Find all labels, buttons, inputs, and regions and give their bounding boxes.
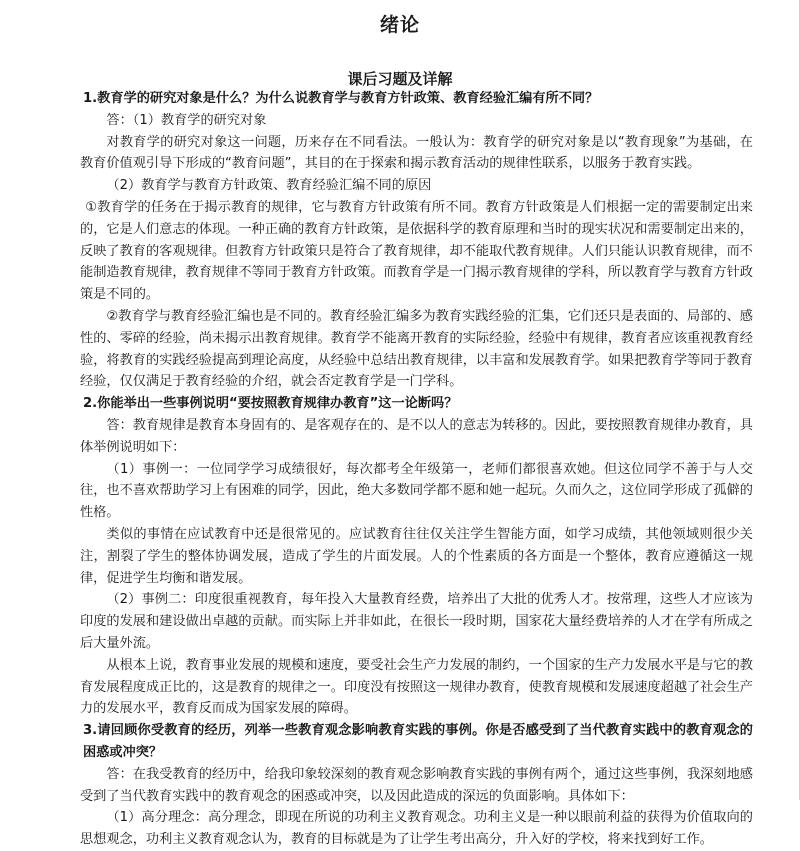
- answer-paragraph: （1）事例一：一位同学学习成绩很好，每次都考全年级第一，老师们都很喜欢她。但这位同学不善于与人交往，也不喜欢帮助学习上有困难的同学，因此，绝大多数同学都不愿和她一起玩。久而久之，这位同学形成了孤僻的性格。: [80, 461, 753, 521]
- answer-paragraph: 对教育学的研究对象这一问题，历来存在不同看法。一般认为：教育学的研究对象是以“教育现象”为基础，在教育价值观引导下形成的“教育问题”，其目的在于探索和揭示教育活动的规律性联系，以服务于教育实践。: [80, 134, 753, 172]
- section-title: 课后习题及详解: [347, 70, 453, 88]
- document-body: [80, 88, 753, 851]
- answer-paragraph: （2）教育学与教育方针政策、教育经验汇编不同的原因: [106, 178, 432, 194]
- answer-paragraph: 答：教育规律是教育本身固有的、是客观存在的、是不以人的意志为转移的。因此，要按照教育规律办教育，具体举例说明如下：: [80, 417, 753, 455]
- answer-paragraph: 答：（1）教育学的研究对象: [106, 112, 267, 128]
- question-1: 1.教育学的研究对象是什么？为什么说教育学与教育方针政策、教育经验汇编有所不同？: [83, 91, 599, 106]
- chapter-title: 绪论: [379, 14, 420, 36]
- answer-paragraph: 从根本上说，教育事业发展的规模和速度，要受社会生产力发展的制约，一个国家的生产力发展水平是与它的教育发展程度成正比的，这是教育的规律之一。印度没有按照这一规律办教育，使教育规模和发展速度超越了社会生产力的发展水平，教育反而成为国家发展的障碍。: [80, 657, 753, 717]
- question-2: 2.你能举出一些事例说明“要按照教育规律办教育”这一论断吗？: [83, 396, 458, 412]
- answer-paragraph: ②教育学与教育经验汇编也是不同的。教育经验汇编多为教育实践经验的汇集，它们还只是表面的、局部的、感性的、零碎的经验，尚未揭示出教育规律。教育学不能离开教育的实际经验，经验中有规律，教育者应该重视教育经验，将教育的实践经验提高到理论高度，从经验中总结出教育规律，以丰富和发展教育学。如果把教育学等同于教育经验，仅仅满足于教育经验的介绍，就会否定教育学是一门学科。: [80, 308, 753, 390]
- answer-paragraph: ①教育学的任务在于揭示教育的规律，它与教育方针政策有所不同。教育方针政策是人们根据一定的需要制定出来的，它是人们意志的体现。一种正确的教育方针政策，是依据科学的教育原理和当时的现实状况和需要制定出来的，反映了教育的客观规律。但教育方针政策只是符合了教育规律，却不能取代教育规律。人们只能认识教育规律，而不能制造教育规律，教育规律不等同于教育方针政策。而教育学是一门揭示教育规律的学科，所以教育学与教育方针政策是不同的。: [80, 199, 753, 303]
- answer-paragraph: （2）事例二：印度很重视教育，每年投入大量教育经费，培养出了大批的优秀人才。按常理，这些人才应该为印度的发展和建设做出卓越的贡献。而实际上并非如此，在很长一段时期，国家花大量经费培养的人才在学有所成之后大量外流。: [80, 592, 753, 651]
- answer-paragraph: 类似的事情在应试教育中还是很常见的。应试教育往往仅关注学生智能方面，如学习成绩，其他领域则很少关注，割裂了学生的整体协调发展，造成了学生的片面发展。人的个性素质的各方面是一个整体，教育应遵循这一规律，促进学生均衡和谐发展。: [80, 526, 753, 586]
- answer-paragraph: 答：在我受教育的经历中，给我印象较深刻的教育观念影响教育实践的事例有两个，通过这些事例，我深刻地感受到了当代教育实践中的教育观念的困惑或冲突，以及因此造成的深远的负面影响。具体如下：: [80, 766, 753, 804]
- question-3: 3.请回顾你受教育的经历，列举一些教育观念影响教育实践的事例。你是否感受到了当代教育实践中的教育观念的困惑或冲突？: [83, 723, 753, 760]
- answer-paragraph: （1）高分理念：高分理念，即现在所说的功利主义教育观念。功利主义是一种以眼前利益的获得为价值取向的思想观念，功利主义教育观念认为，教育的目标就是为了让学生考出高分，升入好的学校，将来找到好工作。: [80, 810, 753, 848]
